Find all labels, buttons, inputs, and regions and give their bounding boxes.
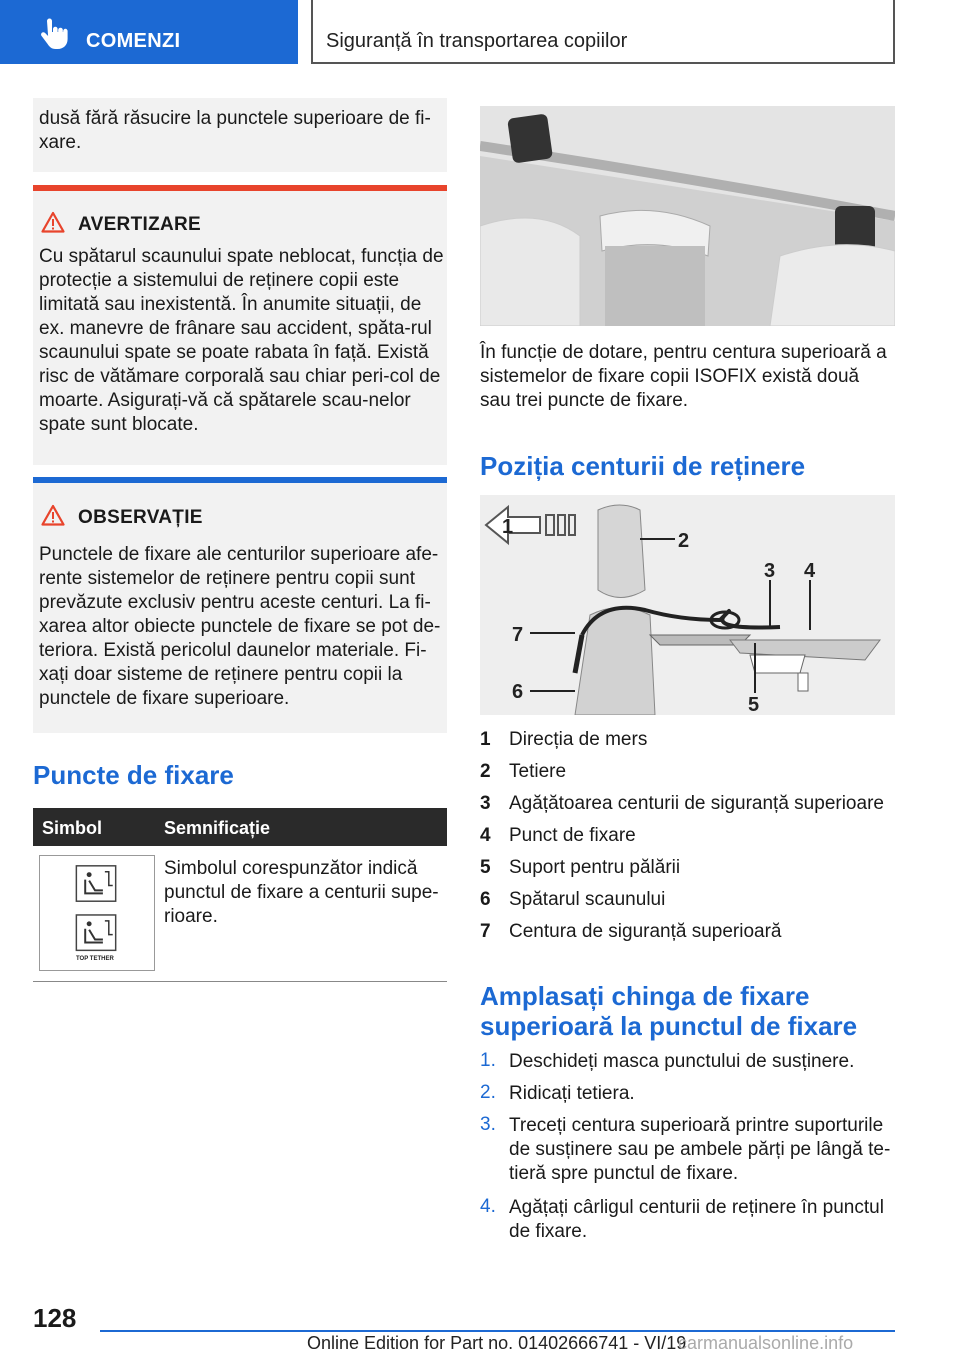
diagram-label-1: 1 [502,516,514,538]
step-number: 2. [480,1082,496,1103]
legend-number: 5 [480,857,491,878]
table-header-meaning: Semnificație [164,818,271,838]
child-seat-anchor-icon [40,856,154,970]
legend-number: 7 [480,921,491,942]
section-title-attach-line2: superioară la punctul de fixare [480,1011,858,1041]
legend-text: Tetiere [509,761,567,782]
legend-number: 2 [480,761,491,782]
top-tether-caption: TOP TETHER [76,956,114,962]
table-row-text: Simbolul corespunzător indică punctul de fixare a centurii supe-rioare. [164,858,439,927]
caution-triangle-icon [41,504,65,526]
step-text: Ridicați tetiera. [509,1083,635,1104]
intro-text: dusă fără răsucire la punctele superioare de fi-xare. [39,108,431,153]
legend-text: Punct de fixare [509,825,636,846]
diagram-label-4: 4 [804,560,816,582]
headrest-diagram [480,495,895,715]
legend-text: Spătarul scaunului [509,889,666,910]
page-number: 128 [33,1303,77,1333]
note-body: Punctele de fixare ale centurilor superioare afe-rente sistemelor de reținere pentru copii sunt prevăzute exclusiv pentru aceste centuri. La fi-xarea altor obiecte punctele de fixare se pot de-teriora. Există pericolul daunelor materiale. Fi-xați doar sisteme de reținere pentru copii la punctele de fixare superioare. [39,544,441,709]
legend-text: Agățătoarea centurii de siguranță superioare [509,793,884,814]
step-text: Agățați cârligul centurii de reținere în punctul de fixare. [509,1197,884,1242]
table-bottom-rule [33,981,447,982]
anchor-points-photo [480,106,895,326]
top-tether-symbol [39,855,155,971]
belt-position-diagram [480,495,895,715]
table-header-symbol: Simbol [42,818,103,838]
diagram-label-3: 3 [764,560,776,582]
step-number: 3. [480,1114,496,1135]
footer-rule [100,1330,895,1332]
footer-edition: Online Edition for Part no. 01402666741 - VI/19 [307,1333,687,1353]
warning-triangle-icon [41,211,65,233]
page-title: Siguranță în transportarea copiilor [326,30,628,52]
legend-number: 1 [480,729,491,750]
step-number: 1. [480,1050,496,1071]
warning-body: Cu spătarul scaunului spate neblocat, funcția de protecție a sistemului de reținere copii este limitată sau inexistentă. În anumite situații, de ex. manevre de frânare sau accident, spăta-rul scaunului spate se poate rabata în față. Există risc de vătămare corporală sau chiar peri-col de moarte. Asigurați-vă că spătarele scau-nelor spate sunt blocate. [39,246,444,435]
section-title-attach-line1: Amplasați chinga de fixare [480,981,810,1011]
table-header [33,808,447,846]
header-tab[interactable] [0,0,298,64]
diagram-label-6: 6 [512,681,524,703]
rear-shelf-illustration [480,106,895,326]
diagram-label-5: 5 [748,694,760,715]
legend-text: Direcția de mers [509,729,648,750]
warning-title: AVERTIZARE [78,214,201,235]
section-title-anchor-points: Puncte de fixare [33,760,234,790]
diagram-label-7: 7 [512,624,524,646]
legend-number: 6 [480,889,491,910]
step-number: 4. [480,1196,496,1217]
legend-number: 3 [480,793,491,814]
photo-caption: În funcție de dotare, pentru centura superioară a sistemelor de fixare copii ISOFIX există două sau trei puncte de fixare. [480,342,887,411]
legend-number: 4 [480,825,491,846]
legend-text: Suport pentru pălării [509,857,681,878]
hand-pointer-icon [38,18,68,50]
note-title: OBSERVAȚIE [78,507,203,528]
step-text: Treceți centura superioară printre suporturile de susținere sau pe ambele părți pe lângă te-tieră spre punctul de fixare. [509,1115,891,1184]
diagram-label-2: 2 [678,530,690,552]
step-text: Deschideți masca punctului de susținere. [509,1051,855,1072]
section-title-belt-position: Poziția centurii de reținere [480,451,806,481]
header-tab-label: COMENZI [86,30,181,52]
legend-text: Centura de siguranță superioară [509,921,782,942]
watermark: carmanualsonline.info [678,1333,854,1353]
